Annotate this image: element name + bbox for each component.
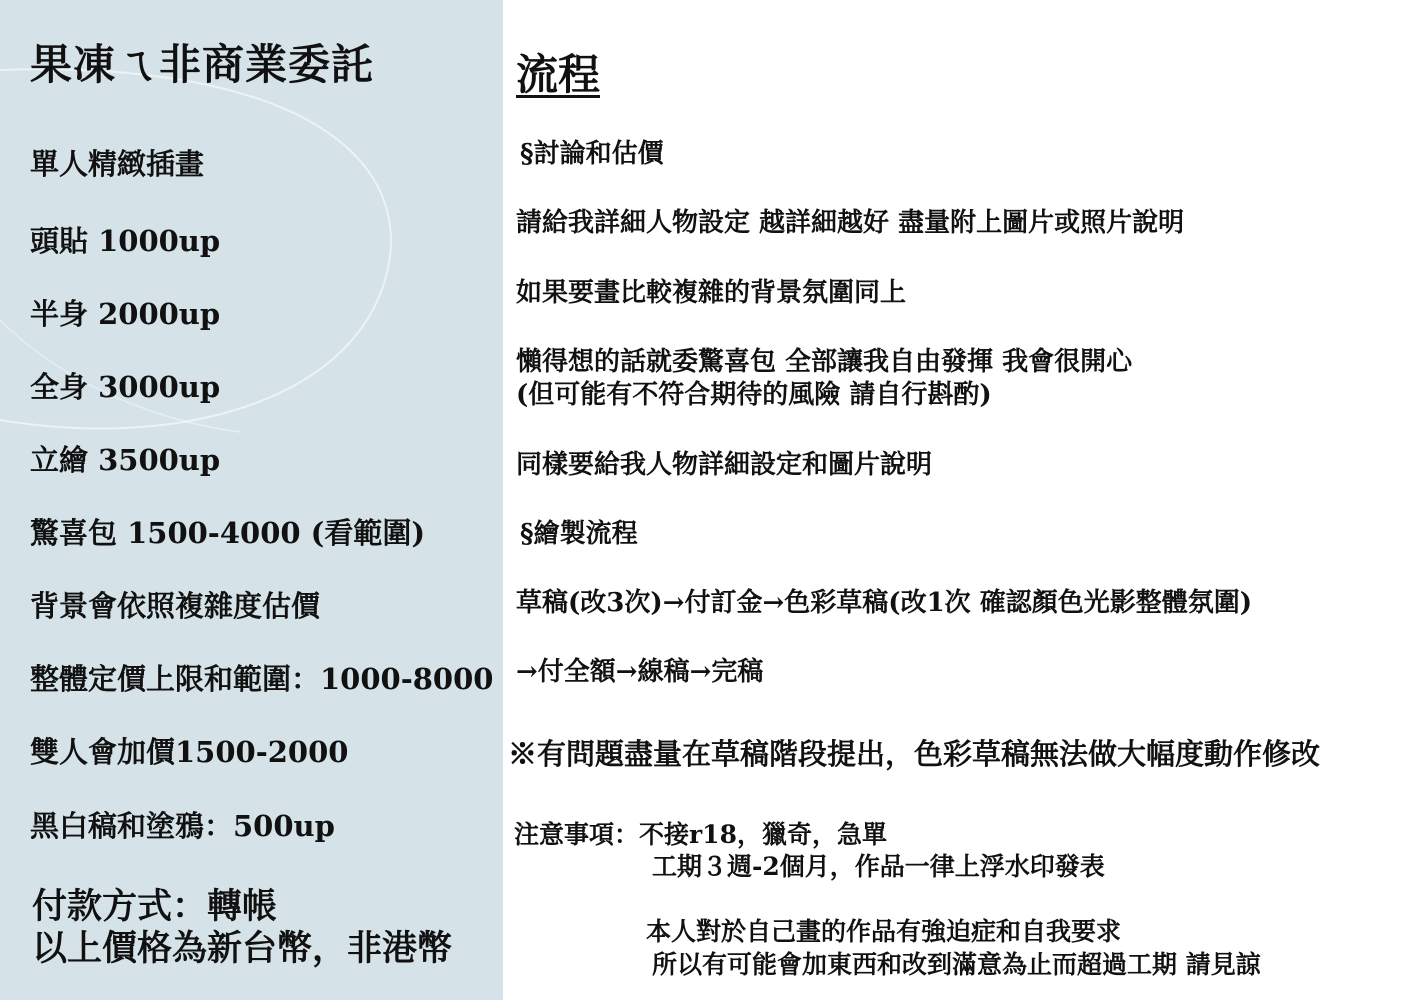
price-item-half-body: 半身 2000up	[30, 297, 221, 331]
price-item-surprise-pack: 驚喜包 1500-4000 (看範圍)	[30, 516, 426, 550]
process-line: 同樣要給我人物詳細設定和圖片說明	[516, 450, 933, 480]
process-line: 懶得想的話就委驚喜包 全部讓我自由發揮 我會很開心	[516, 347, 1133, 377]
process-line: (但可能有不符合期待的風險 請自行斟酌)	[516, 380, 992, 410]
currency-note: 以上價格為新台幣，非港幣	[32, 928, 453, 969]
process-line: 如果要畫比較複雜的背景氛圍同上	[516, 278, 907, 308]
notes-line: 注意事項：不接r18，獵奇，急單	[514, 820, 887, 849]
price-item-two-people: 雙人會加價1500-2000	[30, 735, 349, 769]
price-item-full-body: 全身 3000up	[30, 370, 221, 404]
price-item-avatar: 頭貼 1000up	[30, 224, 221, 258]
section-discussion: §討論和估價	[520, 139, 664, 169]
price-item-range: 整體定價上限和範圍：1000-8000	[30, 662, 494, 696]
price-item-sketch: 黑白稿和塗鴉：500up	[30, 809, 335, 843]
payment-info	[32, 886, 452, 970]
warning-note: ※有問題盡量在草稿階段提出，色彩草稿無法做大幅度動作修改	[508, 737, 1321, 771]
section-drawing-process: §繪製流程	[520, 519, 638, 549]
price-item-standing: 立繪 3500up	[30, 443, 221, 477]
left-panel	[0, 0, 503, 1000]
flow-line: 草稿(改3次)→付訂金→色彩草稿(改1次 確認顏色光影整體氛圍)	[516, 588, 1253, 618]
flow-line: →付全額→線稿→完稿	[516, 657, 764, 687]
payment-method: 付款方式：轉帳	[32, 886, 278, 927]
notes-line: 本人對於自己畫的作品有強迫症和自我要求	[646, 917, 1122, 946]
process-title: 流程	[516, 50, 601, 99]
notes-line: 工期３週-2個月，作品一律上浮水印發表	[652, 852, 1105, 881]
page-title: 果凍ㄟ非商業委託	[30, 40, 375, 89]
price-item-background: 背景會依照複雜度估價	[30, 589, 321, 623]
price-item-single-illustration: 單人精緻插畫	[30, 147, 205, 181]
notes-line: 所以有可能會加東西和改到滿意為止而超過工期 請見諒	[652, 950, 1261, 979]
process-line: 請給我詳細人物設定 越詳細越好 盡量附上圖片或照片說明	[516, 208, 1185, 238]
